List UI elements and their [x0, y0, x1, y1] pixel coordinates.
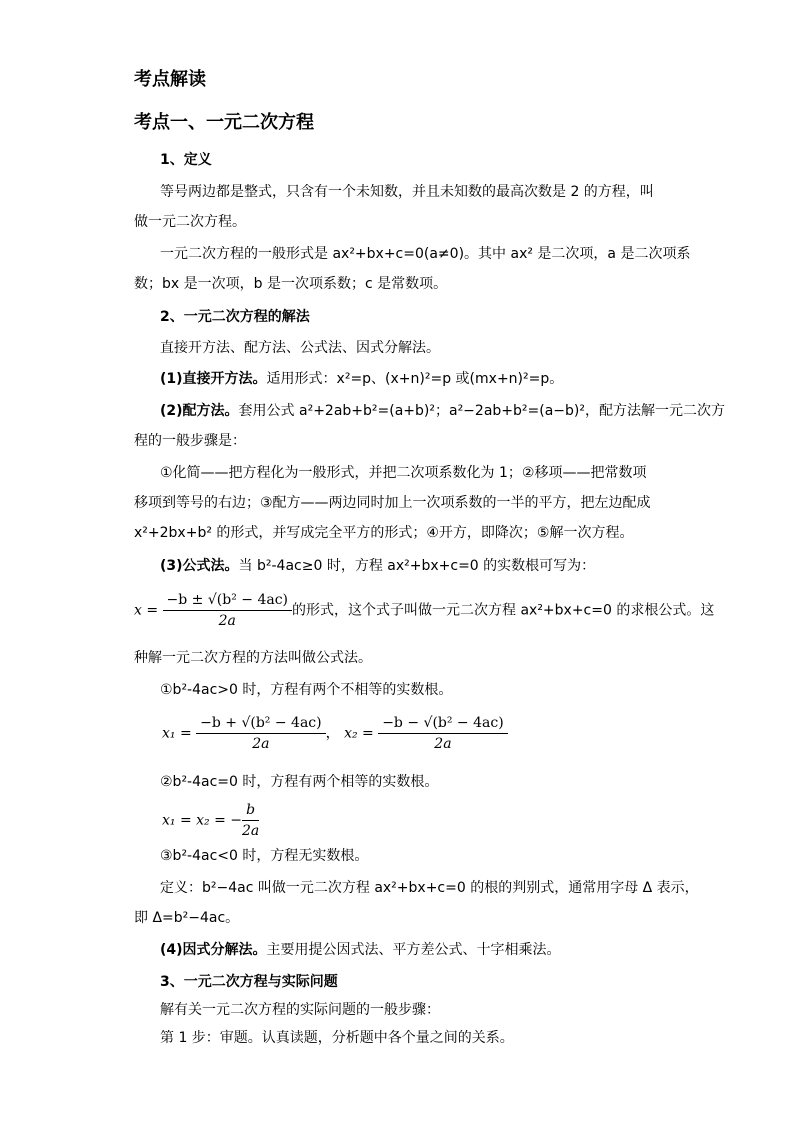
step-text: x²+2bx+b² 的形式，并写成完全平方的形式；④开方，即降次；⑤解一次方程。: [134, 525, 634, 541]
method-text: 种解一元二次方程的方法叫做公式法。: [134, 650, 372, 666]
discriminant-definition: 即 Δ=b²−4ac。: [134, 910, 240, 926]
formula-fraction: [163, 590, 292, 631]
formula-numerator: −b ± √(b² − 4ac): [163, 590, 292, 611]
method-text: 套用公式 a²+2ab+b²=(a+b)²；a²−2ab+b²=(a−b)²，配方法解一元二次方: [238, 403, 725, 419]
definition-text: 做一元二次方程。: [134, 214, 246, 230]
formula-lhs: x₁ =: [162, 725, 197, 742]
step-text: 移项到等号的右边；③配方——两边同时加上一次项系数的一半的平方，把左边配成: [134, 495, 651, 511]
formula-denominator: 2a: [242, 823, 260, 839]
real-problems-intro: 解有关一元二次方程的实际问题的一般步骤：: [160, 1002, 440, 1018]
method-text: 程的一般步骤是：: [134, 433, 246, 449]
formula-lhs: x₁ = x₂ = −: [162, 812, 243, 829]
method-label: (4)因式分解法。: [160, 942, 267, 958]
method-text: 适用形式：x²=p、(x+n)²=p 或(mx+n)²=p。: [266, 371, 564, 387]
method-factoring: [160, 940, 561, 960]
case-negative: ③b²-4ac<0 时，方程无实数根。: [160, 848, 369, 864]
formula-fraction: [378, 713, 507, 754]
method-completing-square: [160, 401, 725, 421]
formula-after-text: 的形式，这个式子叫做一元二次方程 ax²+bx+c=0 的求根公式。这: [292, 602, 715, 619]
two-roots-formulas: [162, 713, 508, 754]
method-text: 当 b²-4ac≥0 时，方程 ax²+bx+c=0 的实数根可写为：: [238, 558, 596, 574]
method-text: 主要用提公因式法、平方差公式、十字相乘法。: [266, 942, 561, 958]
discriminant-definition: 定义：b²−4ac 叫做一元二次方程 ax²+bx+c=0 的根的判别式，通常用字母 Δ 表示，: [160, 880, 699, 896]
case-zero: ②b²-4ac=0 时，方程有两个相等的实数根。: [160, 774, 439, 790]
formula-denominator: 2a: [218, 613, 236, 629]
separator: ，: [325, 725, 340, 742]
equal-roots-formula: [162, 800, 259, 841]
method-label: (2)配方法。: [160, 403, 239, 419]
quadratic-formula-line: [134, 590, 714, 631]
real-problems-step: 第 1 步：审题。认真读题，分析题中各个量之间的关系。: [160, 1030, 514, 1046]
formula-numerator: −b − √(b² − 4ac): [378, 713, 507, 734]
case-positive: ①b²-4ac>0 时，方程有两个不相等的实数根。: [160, 682, 453, 698]
general-form-text: 数；bx 是一次项，b 是一次项系数；c 是常数项。: [134, 276, 448, 292]
formula-numerator: b: [242, 800, 259, 821]
real-problems-heading: 3、一元二次方程与实际问题: [160, 974, 338, 990]
formula-denominator: 2a: [434, 736, 452, 752]
formula-lhs: x₂ =: [344, 725, 379, 742]
section-heading: 考点一、一元二次方程: [134, 112, 314, 133]
solving-heading: 2、一元二次方程的解法: [160, 309, 310, 325]
method-direct-root: [160, 369, 563, 389]
step-text: ①化简——把方程化为一般形式，并把二次项系数化为 1；②移项——把常数项: [160, 465, 647, 481]
methods-list: 直接开方法、配方法、公式法、因式分解法。: [160, 340, 440, 356]
method-label: (1)直接开方法。: [160, 371, 267, 387]
formula-fraction: [242, 800, 259, 841]
method-label: (3)公式法。: [160, 558, 239, 574]
general-form-text: 一元二次方程的一般形式是 ax²+bx+c=0(a≠0)。其中 ax² 是二次项，a 是二次项系: [160, 246, 691, 262]
definition-heading: 1、定义: [160, 152, 212, 168]
formula-fraction: [196, 713, 325, 754]
method-quadratic-formula: [160, 556, 595, 576]
formula-numerator: −b + √(b² − 4ac): [196, 713, 325, 734]
formula-denominator: 2a: [252, 736, 270, 752]
formula-lhs: x =: [134, 602, 163, 619]
definition-text: 等号两边都是整式，只含有一个未知数，并且未知数的最高次数是 2 的方程，叫: [160, 184, 654, 200]
page-title: 考点解读: [134, 69, 206, 90]
